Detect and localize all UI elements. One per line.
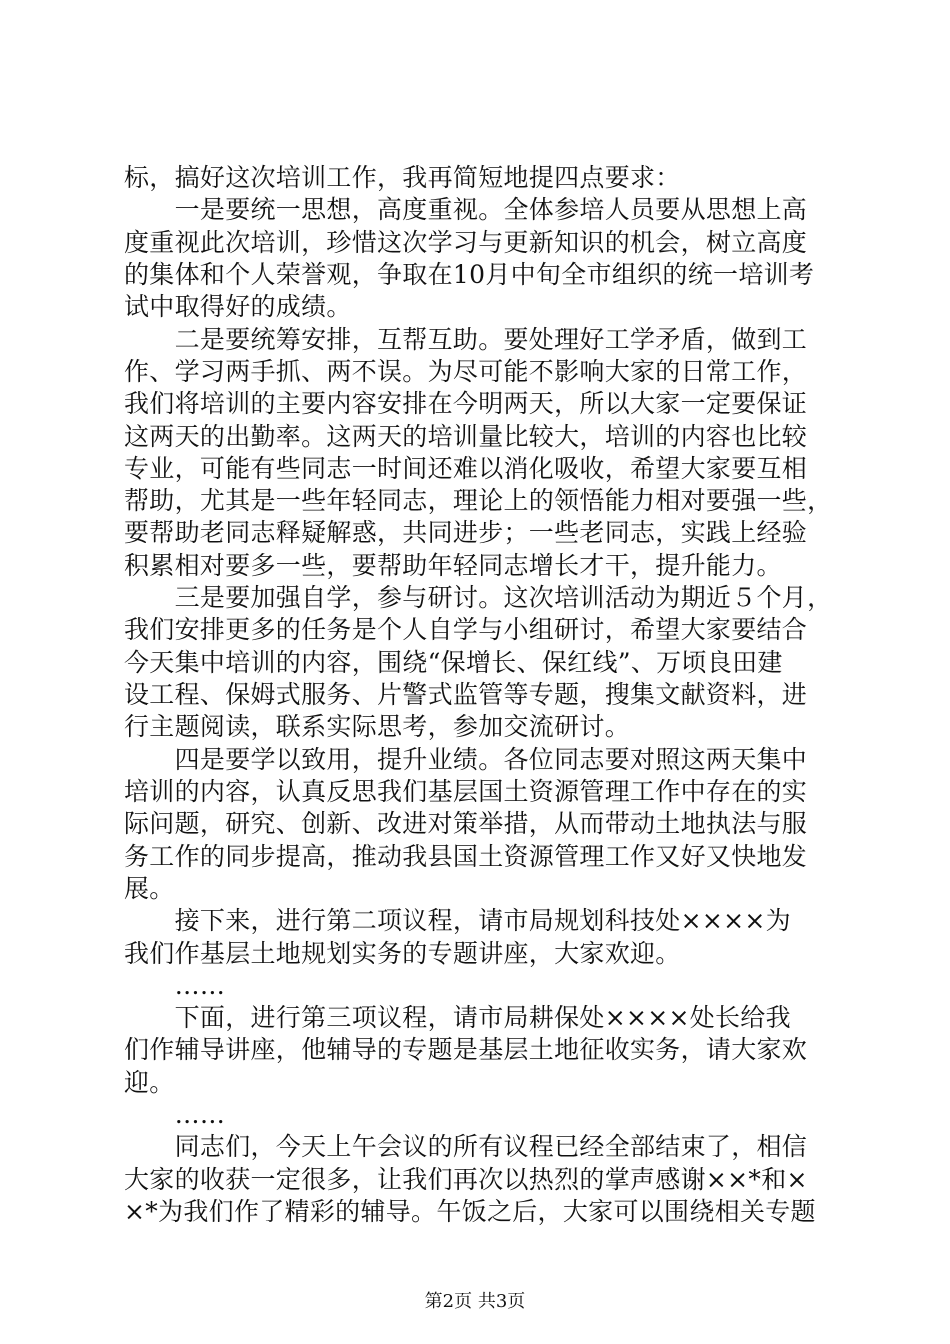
text-line: 同志们，今天上午会议的所有议程已经全部结束了，相信 [124, 1132, 808, 1161]
text-line: 迎。 [124, 1068, 175, 1097]
text-line: 三是要加强自学，参与研讨。这次培训活动为期近５个月， [124, 583, 833, 612]
text-line: 专业，可能有些同志一时间还难以消化吸收，希望大家要互相 [124, 454, 808, 483]
text-line: 行主题阅读，联系实际思考，参加交流研讨。 [124, 712, 631, 741]
text-line: 们作辅导讲座，他辅导的专题是基层土地征收实务，请大家欢 [124, 1035, 808, 1064]
text-line: 作、学习两手抓、两不误。为尽可能不影响大家的日常工作， [124, 357, 808, 386]
text-line: 务工作的同步提高，推动我县国土资源管理工作又好又快地发 [124, 842, 808, 871]
text-line: 展。 [124, 874, 175, 903]
text-line: 一是要统一思想，高度重视。全体参培人员要从思想上高 [124, 195, 808, 224]
page-number-footer: 第2页 共3页 [424, 1291, 526, 1312]
text-line: 标，搞好这次培训工作，我再简短地提四点要求： [124, 163, 681, 192]
text-line: 我们将培训的主要内容安排在今明两天，所以大家一定要保证 [124, 389, 808, 418]
text-line: 四是要学以致用，提升业绩。各位同志要对照这两天集中 [124, 745, 808, 774]
text-line: 今天集中培训的内容，围绕“保增长、保红线”、万顷良田建 [124, 648, 783, 677]
text-line: 我们作基层土地规划实务的专题讲座，大家欢迎。 [124, 939, 681, 968]
text-line: …… [124, 971, 226, 1000]
text-line: 这两天的出勤率。这两天的培训量比较大，培训的内容也比较 [124, 422, 808, 451]
text-line: ×*为我们作了精彩的辅导。午饭之后，大家可以围绕相关专题 [124, 1197, 816, 1226]
text-line: 大家的收获一定很多，让我们再次以热烈的掌声感谢××*和× [124, 1165, 808, 1194]
text-line: 二是要统筹安排，互帮互助。要处理好工学矛盾，做到工 [124, 325, 808, 354]
text-line: 我们安排更多的任务是个人自学与小组研讨，希望大家要结合 [124, 615, 808, 644]
text-line: 度重视此次培训，珍惜这次学习与更新知识的机会，树立高度 [124, 228, 808, 257]
text-line: 的集体和个人荣誉观，争取在10月中旬全市组织的统一培训考 [124, 260, 815, 289]
text-line: 积累相对要多一些，要帮助年轻同志增长才干，提升能力。 [124, 551, 782, 580]
text-line: …… [124, 1100, 226, 1129]
text-line: 帮助，尤其是一些年轻同志，理论上的领悟能力相对要强一些， [124, 486, 833, 515]
text-line: 要帮助老同志释疑解惑，共同进步；一些老同志，实践上经验 [124, 518, 808, 547]
text-line: 培训的内容，认真反思我们基层国土资源管理工作中存在的实 [124, 777, 808, 806]
text-line: 试中取得好的成绩。 [124, 292, 352, 321]
text-line: 下面，进行第三项议程，请市局耕保处××××处长给我 [124, 1003, 791, 1032]
text-line: 接下来，进行第二项议程，请市局规划科技处××××为 [124, 906, 791, 935]
text-line: 际问题，研究、创新、改进对策举措，从而带动土地执法与服 [124, 809, 808, 838]
text-line: 设工程、保姆式服务、片警式监管等专题，搜集文献资料，进 [124, 680, 808, 709]
